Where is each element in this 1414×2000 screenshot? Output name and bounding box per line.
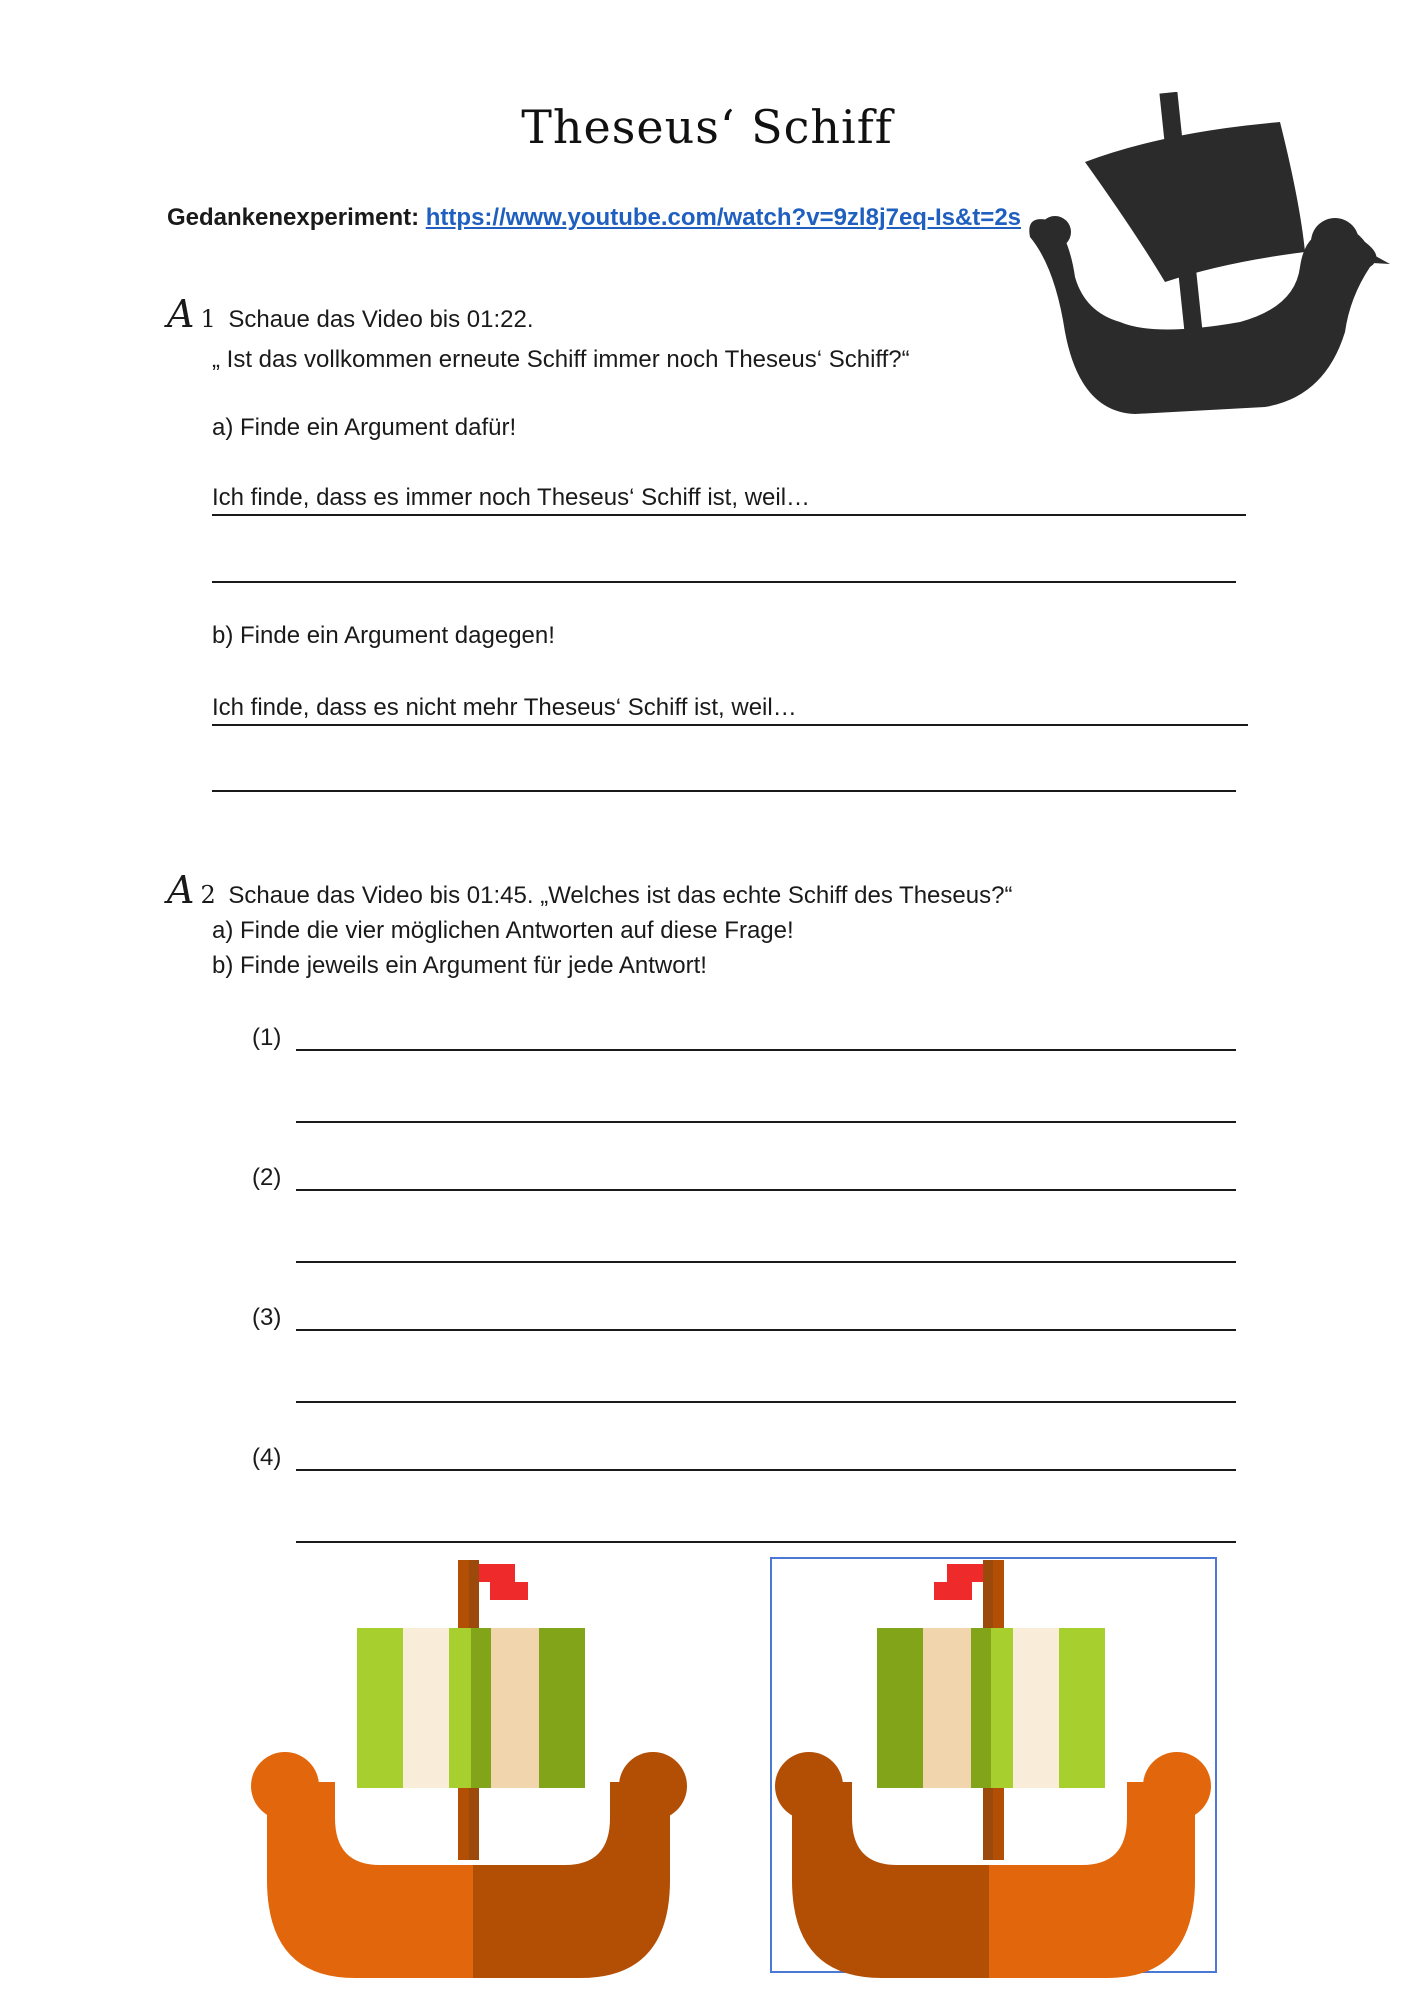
viking-ship-silhouette-icon: [1025, 92, 1390, 422]
a1-heading: [167, 292, 534, 336]
answer-line[interactable]: [212, 790, 1236, 792]
a1-part-b: b) Finde ein Argument dagegen!: [212, 622, 555, 649]
answer-number-3: (3): [252, 1304, 282, 1331]
a1-question: „ Ist das vollkommen erneute Schiff immer noch Theseus‘ Schiff?“: [212, 346, 910, 373]
a1-sentence-b[interactable]: Ich finde, dass es nicht mehr Theseus‘ Schiff ist, weil…: [212, 694, 1248, 726]
a1-part-a: a) Finde ein Argument dafür!: [212, 414, 517, 441]
answer-number-1: (1): [252, 1024, 282, 1051]
a1-task: Schaue das Video bis 01:22.: [228, 306, 534, 333]
answer-line[interactable]: [296, 1469, 1236, 1471]
a2-num: 2: [200, 881, 216, 909]
video-link[interactable]: https://www.youtube.com/watch?v=9zl8j7eq-Is&t=2s: [425, 204, 1022, 231]
answer-line[interactable]: [296, 1121, 1236, 1123]
answer-line[interactable]: [296, 1261, 1236, 1263]
a2-task: Schaue das Video bis 01:45. „Welches ist das echte Schiff des Theseus?“: [228, 882, 1013, 909]
ship-right-icon: [770, 1560, 1230, 1980]
answer-line[interactable]: [296, 1329, 1236, 1331]
answer-number-4: (4): [252, 1444, 282, 1471]
answer-line[interactable]: [212, 581, 1236, 583]
ship-left-icon: [245, 1560, 705, 1980]
intro-label: Gedankenexperiment:: [167, 204, 420, 231]
answer-line[interactable]: [296, 1049, 1236, 1051]
a2-heading: [167, 868, 1012, 912]
answer-number-2: (2): [252, 1164, 282, 1191]
answer-line[interactable]: [296, 1189, 1236, 1191]
a1-tag: A: [167, 292, 195, 336]
a2-part-a: a) Finde die vier möglichen Antworten auf diese Frage!: [212, 917, 794, 944]
a2-part-b: b) Finde jeweils ein Argument für jede Antwort!: [212, 952, 707, 979]
intro-line: [167, 204, 1021, 232]
a1-num: 1: [200, 305, 216, 333]
a1-sentence-a[interactable]: Ich finde, dass es immer noch Theseus‘ Schiff ist, weil…: [212, 484, 1246, 516]
a2-tag: A: [167, 868, 195, 912]
page-title: Theseus‘ Schiff: [521, 100, 893, 154]
answer-line[interactable]: [296, 1401, 1236, 1403]
answer-line[interactable]: [296, 1541, 1236, 1543]
